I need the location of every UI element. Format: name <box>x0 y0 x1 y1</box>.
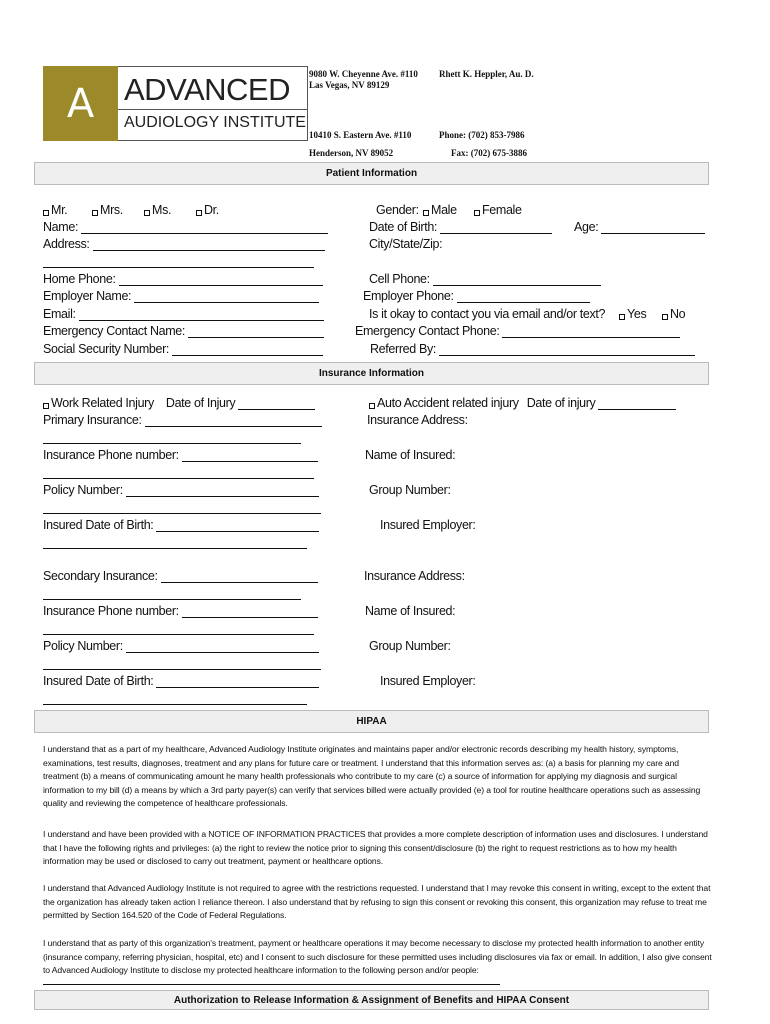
title-mr-label: Mr. <box>51 203 68 217</box>
primary-insurance-phone-input-line[interactable] <box>182 450 318 462</box>
age-label: Age: <box>574 220 599 234</box>
checkbox-dr[interactable] <box>196 210 202 216</box>
email-permission-question <box>369 307 605 321</box>
insurance-section-header: Insurance Information <box>34 362 709 385</box>
hipaa-paragraph-4: I understand that as party of this organization's treatment, payment or healthcare operations it may become necessary to disclose my protected health information to another entity (insurance company, referring physician, hospital, etc) and I consent to such disclosure for these permitted uses including disclosures via fax or email. In addition, I also give consent to Advanced Audiology Institute to disclose my protected healthcare information to the following person and/or people: <box>43 938 712 975</box>
auto-injury-date-label: Date of injury <box>526 396 596 410</box>
address-2-line-1: 10410 S. Eastern Ave. #110 <box>309 130 412 140</box>
primary-insurance-phone-line-2[interactable] <box>43 478 314 479</box>
secondary-policy-number-input-line[interactable] <box>126 641 319 653</box>
address-1-line-1: 9080 W. Cheyenne Ave. #110 <box>309 69 418 79</box>
gender-field <box>376 203 419 217</box>
title-mrs-label: Mrs. <box>100 203 123 217</box>
primary-policy-number-line-2[interactable] <box>43 513 321 514</box>
auto-injury-field[interactable] <box>369 396 676 410</box>
address-line-2[interactable] <box>43 267 314 268</box>
employer-name-input-line[interactable] <box>134 291 319 303</box>
work-injury-field[interactable] <box>43 396 315 410</box>
dob-field[interactable] <box>369 220 552 234</box>
hipaa-section-header: HIPAA <box>34 710 709 733</box>
secondary-insurance-address-field[interactable] <box>364 569 465 583</box>
title-ms[interactable] <box>144 203 171 217</box>
referred-by-field[interactable] <box>370 342 695 356</box>
no-label: No <box>670 307 686 321</box>
secondary-insured-dob-field[interactable] <box>43 674 319 688</box>
city-state-zip-field[interactable] <box>369 237 442 251</box>
home-phone-field[interactable] <box>43 272 323 286</box>
employer-phone-input-line[interactable] <box>457 291 590 303</box>
patient-section-header: Patient Information <box>34 162 709 185</box>
cell-phone-input-line[interactable] <box>433 274 601 286</box>
auto-injury-label: Auto Accident related injury <box>377 396 519 410</box>
address-label: Address: <box>43 237 90 251</box>
secondary-insurance-phone-input-line[interactable] <box>182 606 318 618</box>
logo-letter: A <box>66 80 95 127</box>
title-ms-label: Ms. <box>152 203 172 217</box>
secondary-insured-employer-label: Insured Employer: <box>380 674 476 688</box>
primary-insured-employer-field[interactable] <box>380 518 476 532</box>
primary-insured-dob-label: Insured Date of Birth: <box>43 518 154 532</box>
primary-insurance-field[interactable] <box>43 413 322 427</box>
authorization-section-header: Authorization to Release Information & Assignment of Benefits and HIPAA Consent <box>34 990 709 1010</box>
referred-by-label: Referred By: <box>370 342 436 356</box>
primary-insurance-input-line[interactable] <box>145 415 322 427</box>
title-mr[interactable] <box>43 203 67 217</box>
secondary-policy-number-line-2[interactable] <box>43 669 321 670</box>
emergency-contact-phone-label: Emergency Contact Phone: <box>355 324 500 338</box>
primary-group-number-label: Group Number: <box>369 483 451 497</box>
logo-divider <box>118 109 307 110</box>
primary-insurance-phone-field[interactable] <box>43 448 318 462</box>
ssn-field[interactable] <box>43 342 323 356</box>
fax-number: Fax: (702) 675-3886 <box>451 148 527 158</box>
secondary-insured-dob-line-2[interactable] <box>43 704 307 705</box>
secondary-policy-number-field[interactable] <box>43 639 319 653</box>
city-state-zip-label: City/State/Zip: <box>369 237 443 251</box>
yes-label: Yes <box>627 307 647 321</box>
address-input-line[interactable] <box>93 239 325 251</box>
dob-label: Date of Birth: <box>369 220 438 234</box>
disclosure-person-line[interactable] <box>43 984 500 985</box>
logo-name: ADVANCED <box>124 72 290 107</box>
employer-name-label: Employer Name: <box>43 289 132 303</box>
emergency-contact-phone-input-line[interactable] <box>502 326 680 338</box>
gender-female[interactable] <box>474 203 522 217</box>
primary-insurance-phone-label: Insurance Phone number: <box>43 448 179 462</box>
logo-mark <box>43 66 118 141</box>
emergency-contact-name-label: Emergency Contact Name: <box>43 324 186 338</box>
doctor-name: Rhett K. Heppler, Au. D. <box>439 69 534 79</box>
checkbox-mrs[interactable] <box>92 210 98 216</box>
email-permission-yes[interactable] <box>619 307 646 321</box>
primary-policy-number-label: Policy Number: <box>43 483 123 497</box>
address-1-line-2: Las Vegas, NV 89129 <box>309 80 390 90</box>
ssn-input-line[interactable] <box>172 344 323 356</box>
secondary-insurance-phone-field[interactable] <box>43 604 318 618</box>
primary-insured-dob-field[interactable] <box>43 518 319 532</box>
email-permission-no[interactable] <box>662 307 685 321</box>
primary-name-of-insured-field[interactable] <box>365 448 455 462</box>
secondary-name-of-insured-label: Name of Insured: <box>365 604 456 618</box>
primary-name-of-insured-label: Name of Insured: <box>365 448 456 462</box>
checkbox-no[interactable] <box>662 314 668 320</box>
checkbox-female[interactable] <box>474 210 480 216</box>
secondary-insurance-field[interactable] <box>43 569 318 583</box>
auto-injury-date-input-line[interactable] <box>598 398 676 410</box>
secondary-insured-dob-input-line[interactable] <box>156 676 319 688</box>
age-field[interactable] <box>574 220 705 234</box>
name-input-line[interactable] <box>81 222 328 234</box>
email-input-line[interactable] <box>79 309 324 321</box>
secondary-insurance-line-2[interactable] <box>43 599 301 600</box>
secondary-group-number-field[interactable] <box>369 639 451 653</box>
ssn-label: Social Security Number: <box>43 342 170 356</box>
secondary-insurance-address-label: Insurance Address: <box>364 569 465 583</box>
female-label: Female <box>482 203 522 217</box>
employer-phone-field[interactable] <box>363 289 590 303</box>
address-field[interactable] <box>43 237 325 251</box>
primary-insurance-address-field[interactable] <box>367 413 468 427</box>
referred-by-input-line[interactable] <box>439 344 695 356</box>
email-permission-label: Is it okay to contact you via email and/or text? <box>369 307 606 321</box>
gender-male[interactable] <box>423 203 457 217</box>
logo-frame <box>118 66 308 141</box>
primary-policy-number-input-line[interactable] <box>126 485 319 497</box>
secondary-insurance-input-line[interactable] <box>161 571 318 583</box>
name-label: Name: <box>43 220 79 234</box>
primary-group-number-field[interactable] <box>369 483 451 497</box>
hipaa-paragraph-1: I understand that as a part of my healthcare, Advanced Audiology Institute originates and maintains paper and/or electronic records describing my health history, symptoms, examinations, test results, diagnoses, treatment and any plans for future care or treatment. I understand that this information serves as: (a) a basis for planning my care and treatment (b) a means of communicating amount he many health professionals who contribute to my care (c) a source of information for applying my diagnosis and surgical information to my bill (d) a means by which a 3rd party payer(s) can verify that services billed were actually provided (e) a tool for routine healthcare operations such as assessing quality and reviewing the competence of healthcare professionals. <box>43 744 701 808</box>
email-label: Email: <box>43 307 76 321</box>
hipaa-paragraph-3: I understand that Advanced Audiology Institute is not required to agree with the restrictions requested. I understand that I may revoke this consent in writing, except to the extent that the organization has already taken action I reliance thereon. I also understand that by refusing to sign this consent or revoking this consent, this organization may refuse to treat me permitted by Section 164.520 of the Code of Federal Regulations. <box>43 883 711 920</box>
secondary-insurance-phone-line-2[interactable] <box>43 634 314 635</box>
primary-insurance-line-2[interactable] <box>43 443 301 444</box>
address-2-line-2: Henderson, NV 89052 <box>309 148 394 158</box>
email-field[interactable] <box>43 307 324 321</box>
hipaa-paragraph-2: I understand and have been provided with a NOTICE OF INFORMATION PRACTICES that provides a more complete description of information uses and disclosures. I understand that I have the following rights and privileges: (a) the right to review the notice prior to signing this consent/disclosure (b) the right to request restrictions as to how my health information may be used or disclosed to carry out treatment, payment or healthcare options. <box>43 829 708 866</box>
primary-insurance-address-label: Insurance Address: <box>367 413 468 427</box>
checkbox-mr[interactable] <box>43 210 49 216</box>
logo-subtitle: AUDIOLOGY INSTITUTE <box>124 114 306 131</box>
employer-phone-label: Employer Phone: <box>363 289 454 303</box>
emergency-contact-phone-field[interactable] <box>355 324 680 338</box>
emergency-contact-name-input-line[interactable] <box>188 326 324 338</box>
employer-name-field[interactable] <box>43 289 319 303</box>
primary-insurance-label: Primary Insurance: <box>43 413 142 427</box>
name-field[interactable] <box>43 220 328 234</box>
checkbox-auto-injury[interactable] <box>369 403 375 409</box>
primary-insured-employer-label: Insured Employer: <box>380 518 476 532</box>
secondary-group-number-label: Group Number: <box>369 639 451 653</box>
dob-input-line[interactable] <box>440 222 552 234</box>
title-dr[interactable] <box>196 203 219 217</box>
secondary-insured-employer-field[interactable] <box>380 674 476 688</box>
checkbox-yes[interactable] <box>619 314 625 320</box>
primary-insured-dob-line-2[interactable] <box>43 548 307 549</box>
checkbox-work-injury[interactable] <box>43 403 49 409</box>
work-injury-date-input-line[interactable] <box>238 398 315 410</box>
checkbox-ms[interactable] <box>144 210 150 216</box>
secondary-insurance-label: Secondary Insurance: <box>43 569 158 583</box>
checkbox-male[interactable] <box>423 210 429 216</box>
cell-phone-label: Cell Phone: <box>369 272 430 286</box>
title-dr-label: Dr. <box>204 203 219 217</box>
secondary-name-of-insured-field[interactable] <box>365 604 455 618</box>
secondary-policy-number-label: Policy Number: <box>43 639 123 653</box>
primary-insured-dob-input-line[interactable] <box>156 520 319 532</box>
home-phone-label: Home Phone: <box>43 272 116 286</box>
work-injury-date-label: Date of Injury <box>165 396 236 410</box>
male-label: Male <box>431 203 457 217</box>
phone-number: Phone: (702) 853-7986 <box>439 130 525 140</box>
gender-label: Gender: <box>376 203 419 217</box>
work-injury-label: Work Related Injury <box>51 396 154 410</box>
secondary-insurance-phone-label: Insurance Phone number: <box>43 604 179 618</box>
age-input-line[interactable] <box>601 222 705 234</box>
cell-phone-field[interactable] <box>369 272 601 286</box>
home-phone-input-line[interactable] <box>119 274 323 286</box>
primary-policy-number-field[interactable] <box>43 483 319 497</box>
secondary-insured-dob-label: Insured Date of Birth: <box>43 674 154 688</box>
title-mrs[interactable] <box>92 203 123 217</box>
emergency-contact-name-field[interactable] <box>43 324 324 338</box>
